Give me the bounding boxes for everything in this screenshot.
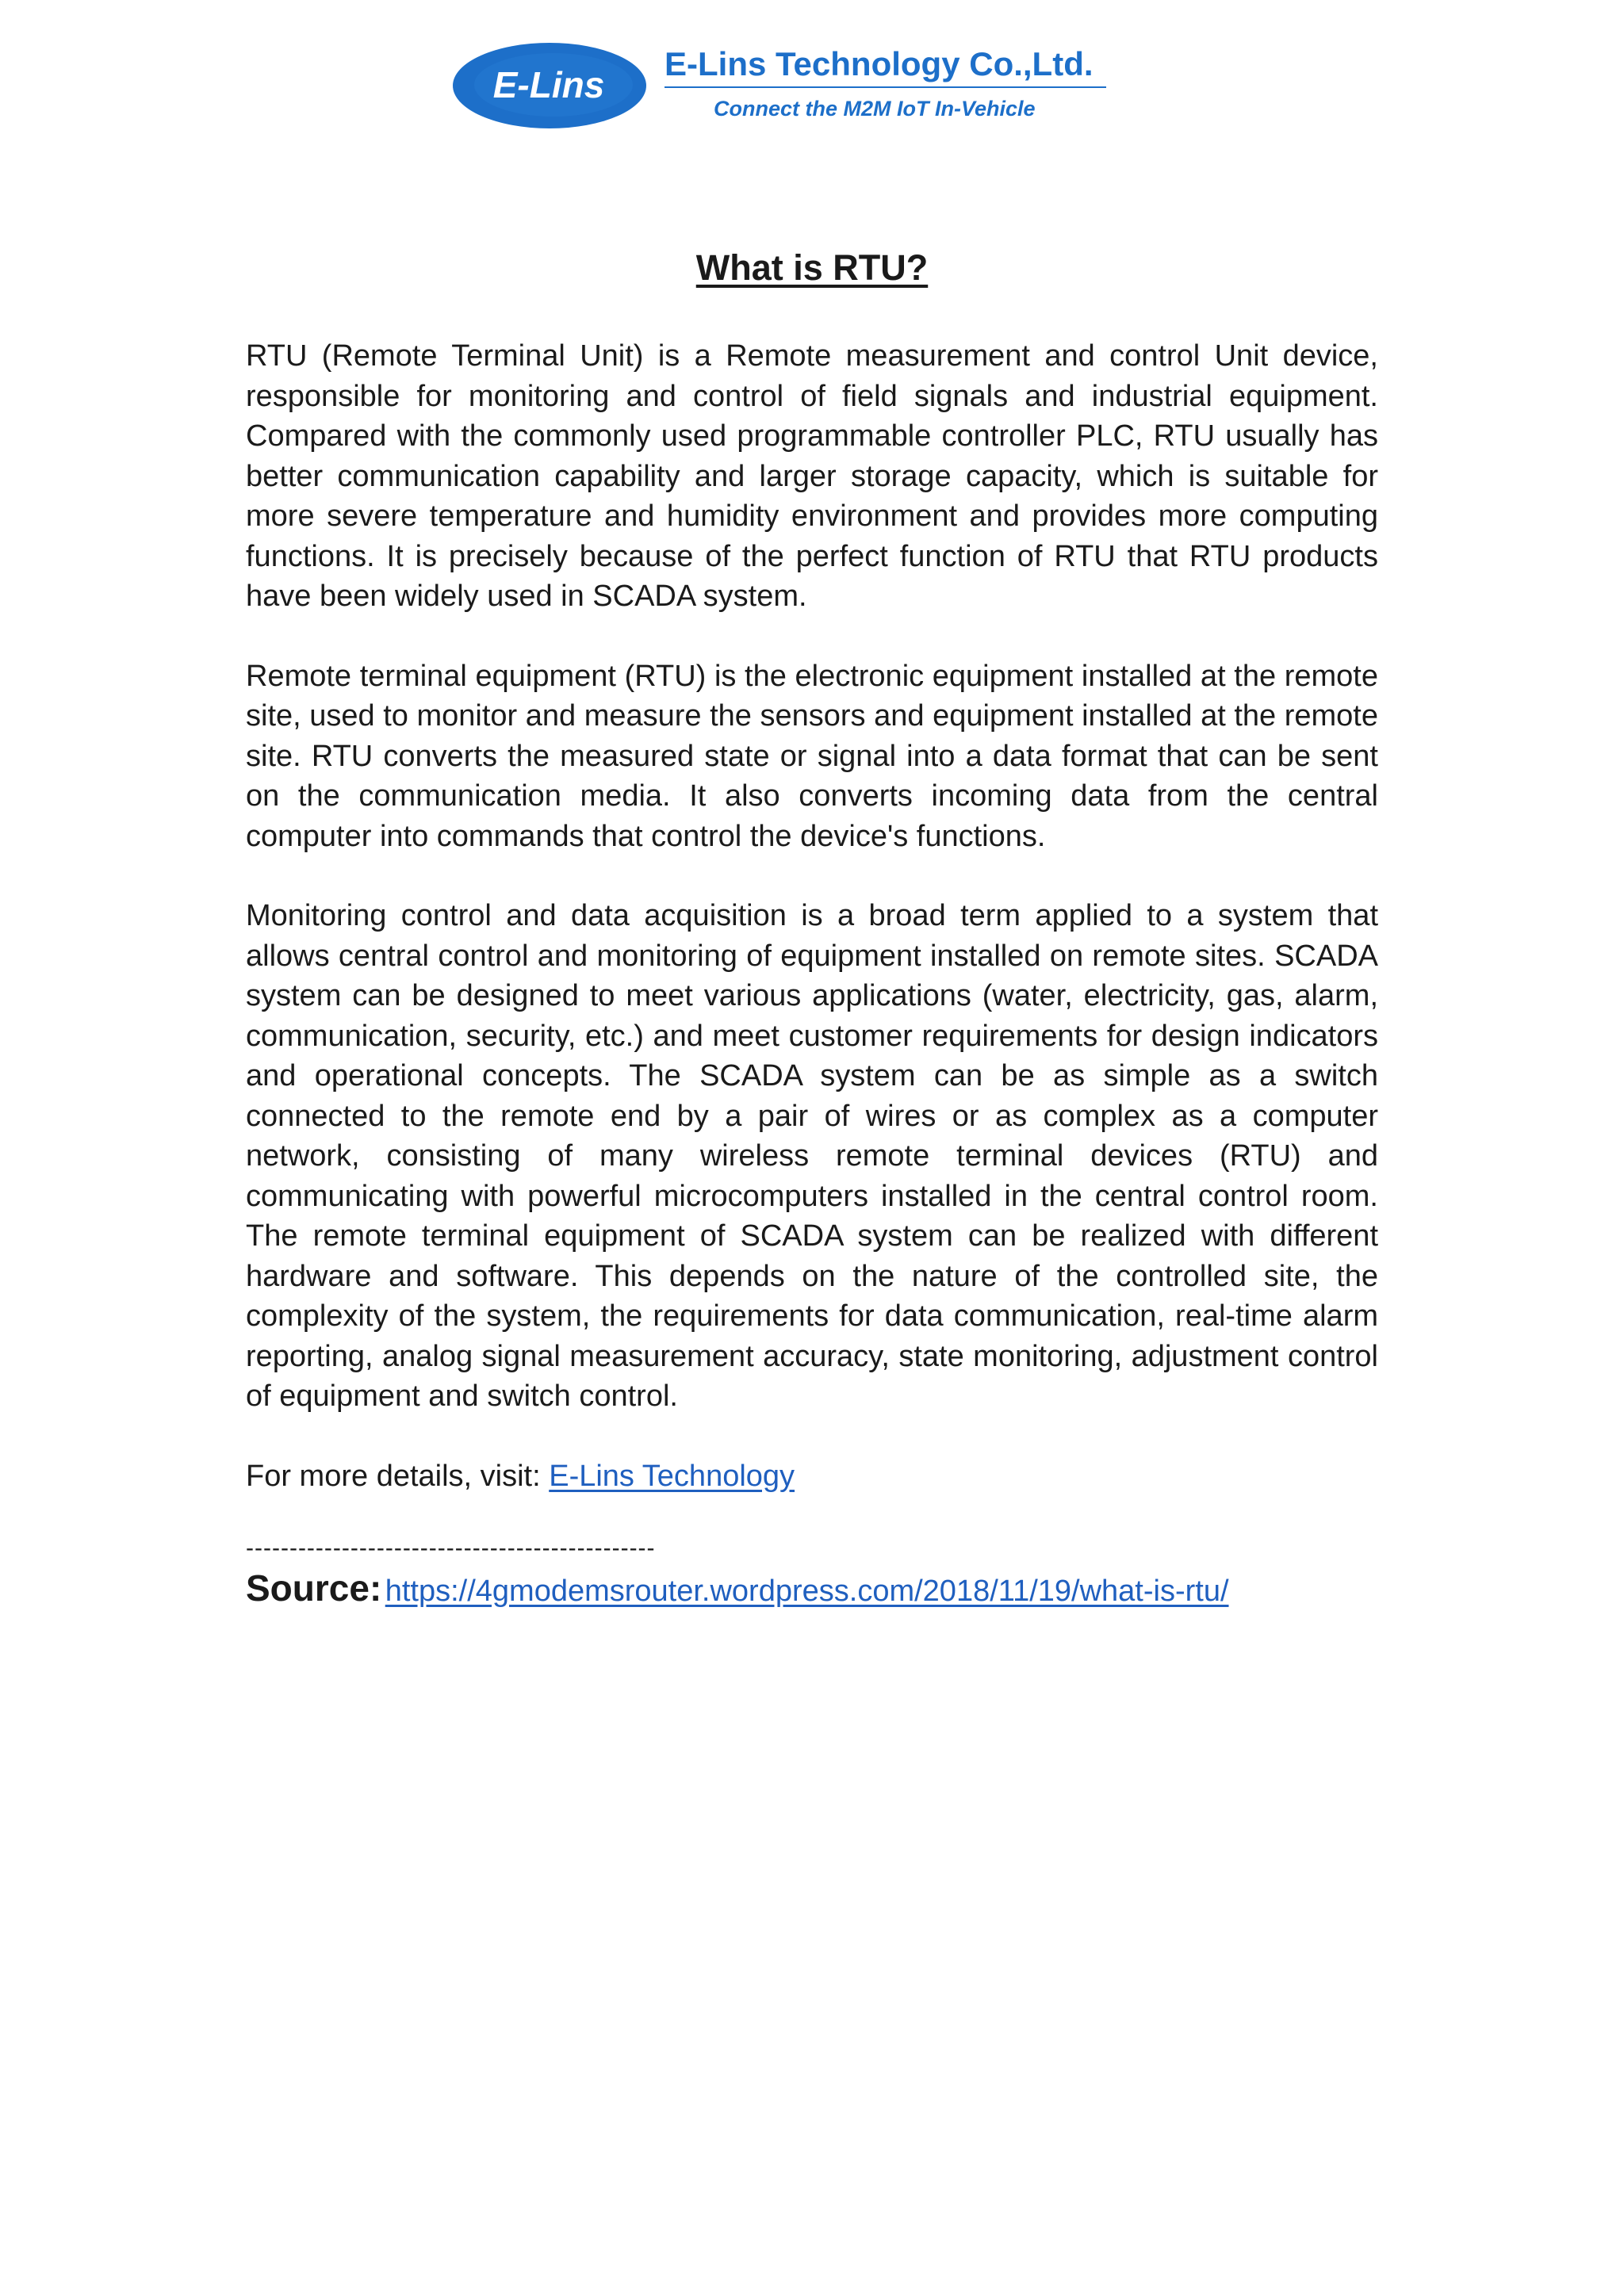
page-title: What is RTU?: [695, 247, 929, 288]
paragraph-rtu-function: Remote terminal equipment (RTU) is the electronic equipment installed at the remote site, used to monitor and measure the sensors and equipment installed at the remote site. RTU converts the measured state or signal into a data format that can be sent on the communication media. It also converts incoming data from the central computer into commands that control the device's functions.: [246, 659, 1378, 853]
company-name: E-Lins Technology Co.,Ltd.: [665, 45, 1094, 82]
elins-technology-link[interactable]: E-Lins Technology: [549, 1459, 795, 1493]
source-label: Source:: [246, 1567, 382, 1609]
more-details-line: [246, 1456, 1378, 1496]
separator-line: -----------------------------------------------: [246, 1534, 656, 1561]
paragraph-rtu-definition: RTU (Remote Terminal Unit) is a Remote measurement and control Unit device, responsible for monitoring and control of field signals and industrial equipment. Compared with the commonly used programmable controller PLC, RTU usually has better communication capability and larger storage capacity, which is suitable for more severe temperature and humidity environment and provides more computing functions. It is precisely because of the perfect function of RTU that RTU products have been widely used in SCADA system.: [246, 339, 1378, 613]
paragraph-scada-overview: Monitoring control and data acquisition is a broad term applied to a system that allows central control and monitoring of equipment installed on remote sites. SCADA system can be designed to meet various applications (water, electricity, gas, alarm, communication, security, etc.) and meet customer requirements for design indicators and operational concepts. The SCADA system can be as simple as a switch connected to the remote end by a pair of wires or as complex as a computer network, consisting of many wireless remote terminal devices (RTU) and communicating with powerful microcomputers installed in the central control room. The remote terminal equipment of SCADA system can be realized with different hardware and software. This depends on the nature of the controlled site, the complexity of the system, the requirements for data communication, real-time alarm reporting, analog signal measurement accuracy, state monitoring, adjustment control of equipment and switch control.: [246, 899, 1378, 1413]
more-details-label: For more details, visit:: [246, 1459, 550, 1493]
source-line: [246, 1563, 1378, 1623]
document-body: [246, 238, 1378, 1623]
source-url-link[interactable]: https://4gmodemsrouter.wordpress.com/2018/11/19/what-is-rtu/: [385, 1574, 1229, 1608]
company-logo: [452, 40, 1118, 135]
logo-mark: E-Lins: [492, 64, 605, 105]
company-tagline: Connect the M2M IoT In-Vehicle: [714, 97, 1036, 121]
